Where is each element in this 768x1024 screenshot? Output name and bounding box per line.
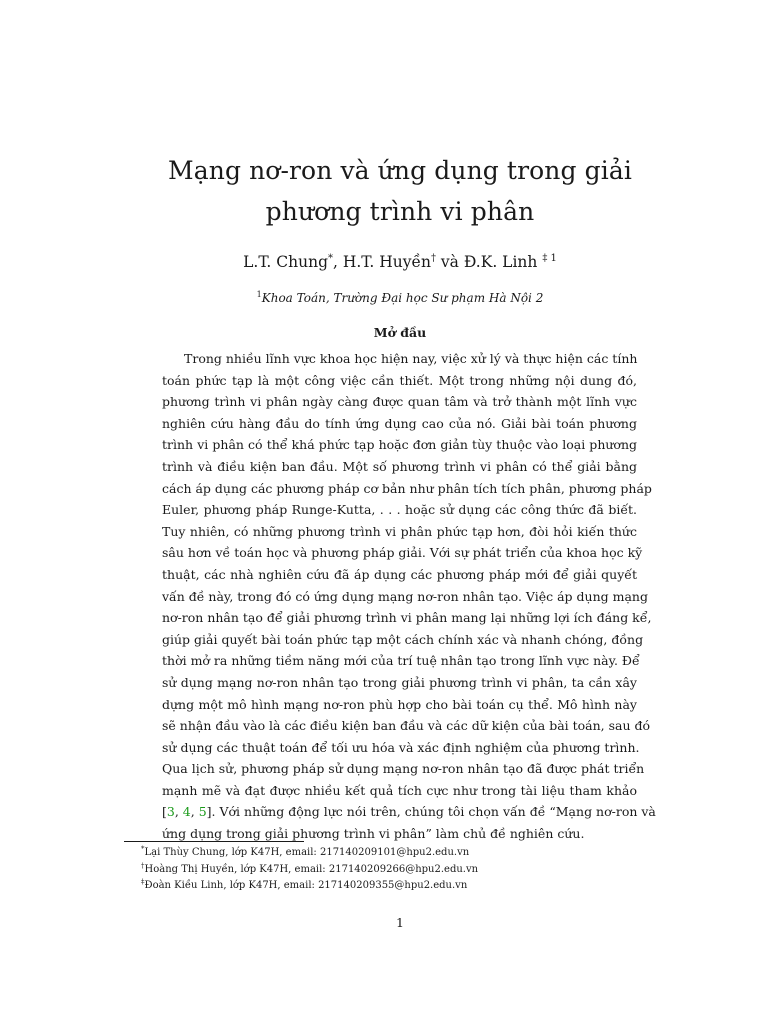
affiliation (140, 290, 660, 306)
abstract-line: thuật, các nhà nghiên cứu đã áp dụng các phương pháp mới để giải quyết (162, 566, 637, 582)
footnote-divider (124, 841, 304, 842)
abstract-line: nghiên cứu hàng đầu do tính ứng dụng cao của nó. Giải bài toán phương (162, 415, 637, 431)
abstract-line: sử dụng các thuật toán để tối ưu hóa và xác định nghiệm của phương trình. (162, 739, 640, 755)
author-huyen: , H.T. Huyền (333, 253, 431, 271)
footnote-mark: * (141, 845, 145, 853)
abstract-line: mạnh mẽ và đạt được nhiều kết quả tích cực như trong tài liệu tham khảo (162, 782, 637, 798)
abstract-line: Euler, phương pháp Runge-Kutta, . . . hoặc sử dụng các công thức đã biết. (162, 502, 637, 518)
abstract-line: sử dụng mạng nơ-ron nhân tạo trong giải phương trình vi phân, ta cần xây (162, 674, 637, 690)
title-line-1: Mạng nơ-ron và ứng dụng trong giải (168, 156, 632, 185)
footnote-chung (141, 845, 661, 862)
footnote-mark-chung[interactable]: * (328, 253, 333, 264)
author-linh: và Đ.K. Linh (436, 253, 543, 271)
footnote-linh (141, 878, 661, 895)
abstract-line: Qua lịch sử, phương pháp sử dụng mạng nơ-ron nhân tạo đã được phát triển (162, 761, 645, 777)
abstract-line: trình và điều kiện ban đầu. Một số phương trình vi phân có thể giải bằng (162, 458, 637, 474)
abstract-body (162, 348, 656, 845)
title-line-2: phương trình vi phân (265, 197, 535, 226)
abstract-heading: Mở đầu (373, 325, 427, 340)
citation-close-bracket: ] (206, 804, 212, 820)
abstract-line: Tuy nhiên, có những phương trình vi phân phức tạp hơn, đòi hỏi kiến thức (162, 523, 637, 539)
citation-separator: , (174, 804, 183, 820)
abstract-line: trình vi phân có thể khá phức tạp hoặc đơn giản tùy thuộc vào loại phương (162, 437, 637, 453)
abstract-last-line: ứng dụng trong giải phương trình vi phân” làm chủ đề nghiên cứu. (162, 826, 585, 842)
abstract-line: phương trình vi phân ngày càng được quan tâm và trở thành một lĩnh vực (162, 394, 637, 410)
citation-link-3[interactable]: 3 (166, 804, 175, 820)
abstract-citation-line (162, 801, 656, 823)
affiliation-mark: 1 (256, 290, 262, 299)
citation-link-5[interactable]: 5 (198, 804, 207, 820)
footnote-text: Hoàng Thị Huyền, lớp K47H, email: 217140209266@hpu2.edu.vn (144, 863, 479, 875)
abstract-line: Trong nhiều lĩnh vực khoa học hiện nay, việc xử lý và thực hiện các tính (184, 351, 638, 366)
footnote-text: Đoàn Kiều Linh, lớp K47H, email: 217140209355@hpu2.edu.vn (144, 880, 468, 891)
abstract-line: sẽ nhận đầu vào là các điều kiện ban đầu và các dữ kiện của bài toán, sau đó (162, 718, 651, 734)
footnote-mark-linh[interactable]: ‡ 1 (542, 253, 557, 264)
page-number: 1 (396, 915, 404, 930)
abstract-line: vấn đề này, trong đó có ứng dụng mạng nơ-ron nhân tạo. Việc áp dụng mạng (162, 588, 648, 604)
footnote-mark: ‡ (141, 878, 145, 886)
paper-title (120, 150, 680, 232)
footnote-text: Lại Thùy Chung, lớp K47H, email: 217140209101@hpu2.edu.vn (144, 847, 470, 858)
footnote-mark-huyen[interactable]: † (431, 253, 436, 264)
abstract-citation-rest: . Với những động lực nói trên, chúng tôi chọn vấn đề “Mạng nơ-ron và (211, 804, 656, 820)
abstract-line: giúp giải quyết bài toán phức tạp một cách chính xác và nhanh chóng, đồng (162, 631, 644, 647)
abstract-line: dựng một mô hình mạng nơ-ron phù hợp cho bài toán cụ thể. Mô hình này (162, 696, 637, 712)
abstract-line: sâu hơn về toán học và phương pháp giải. Với sự phát triển của khoa học kỹ (162, 545, 643, 561)
abstract-line: cách áp dụng các phương pháp cơ bản như phân tích tích phân, phương pháp (162, 480, 652, 496)
footnotes (141, 845, 661, 895)
citation-open-bracket: [ (162, 804, 167, 820)
footnote-huyen (141, 862, 661, 879)
citation-separator: , (190, 804, 199, 820)
affiliation-text: Khoa Toán, Trường Đại học Sư phạm Hà Nội 2 (261, 291, 544, 305)
abstract-line: nơ-ron nhân tạo để giải phương trình vi phân mang lại những lợi ích đáng kể, (162, 610, 652, 626)
abstract-line: toán phức tạp là một công việc cần thiết. Một trong những nội dung đó, (162, 372, 637, 388)
abstract-line: thời mở ra những tiềm năng mới của trí tuệ nhân tạo trong lĩnh vực này. Để (162, 653, 640, 669)
author-list (140, 252, 660, 272)
footnote-mark: † (141, 861, 145, 870)
citation-link-4[interactable]: 4 (182, 804, 191, 820)
author-chung: L.T. Chung (243, 253, 328, 271)
